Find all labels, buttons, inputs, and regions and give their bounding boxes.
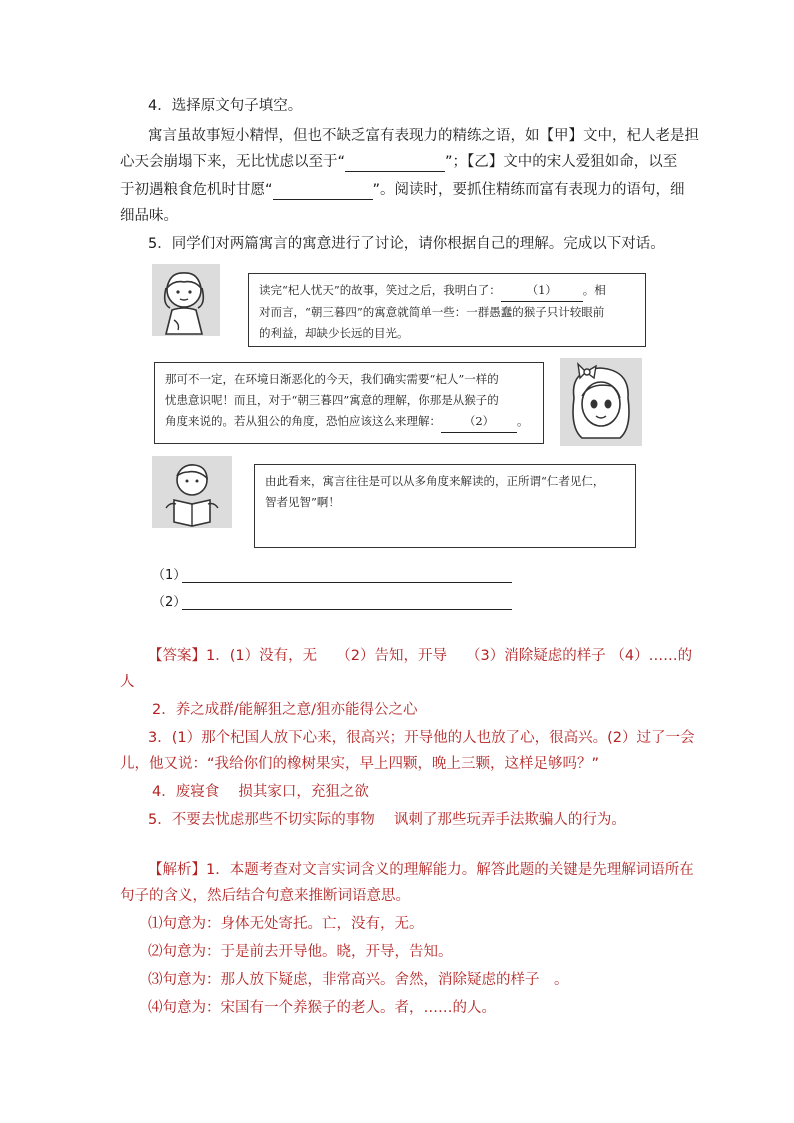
girl-icon	[152, 264, 220, 336]
answer-text: 1．(1）没有，无 （2）告知，开导 （3）消除疑虑的样子 （4）……的	[206, 648, 693, 664]
bubble-2-text	[155, 363, 543, 439]
q4-title: 4．选择原文句子填空。	[148, 98, 303, 114]
bubble-3-line: 由此看来，寓言往往是可以从多角度来解读的，正所谓“仁者见仁，	[265, 474, 605, 488]
bubble-2-line: 忧患意识呢！而且，对于“朝三暮四”寓意的理解，你那是从猴子的	[165, 393, 499, 407]
bubble-1-blank[interactable]: （1）	[501, 280, 583, 302]
q4-para-line1: 寓言虽故事短小精悍，但也不缺乏富有表现力的精练之语，如【甲】文中，杞人老是担	[148, 128, 699, 144]
q4-text: 心天会崩塌下来，无比忧虑以至于“	[120, 154, 346, 170]
q4-para-line2	[120, 152, 677, 172]
bubble-text: 。	[517, 414, 529, 428]
q4-para-line3	[120, 180, 685, 200]
answer-line1b: 人	[120, 674, 135, 690]
answer-line4: 4．废寝食 损其家口，充狙之欲	[152, 784, 369, 800]
answer-input-1[interactable]	[182, 582, 512, 583]
speech-bubble-1	[248, 273, 646, 347]
boy-reading-icon	[152, 456, 232, 528]
analysis-line1	[148, 860, 694, 880]
bubble-2-line: 那可不一定，在环境日渐恶化的今天，我们确实需要“杞人”一样的	[165, 372, 499, 386]
speech-bubble-2	[154, 362, 544, 444]
bubble-text: 角度来说的。若从狙公的角度，恐怕应该这么来理解：	[165, 414, 441, 428]
answer-input-2[interactable]	[182, 609, 512, 610]
bubble-text: 读完“杞人忧天”的故事，笑过之后，我明白了：	[259, 283, 501, 297]
answer-line2: 2．养之成群/能解狙之意/狙亦能得公之心	[152, 702, 418, 718]
q4-blank-2[interactable]	[273, 183, 373, 200]
analysis-item-3: ⑶句意为：那人放下疑虑，非常高兴。舍然，消除疑虑的样子 。	[148, 972, 569, 988]
q4-blank-1[interactable]	[345, 155, 445, 172]
fill-label-2: （2）	[152, 595, 187, 610]
bubble-3-text	[255, 465, 635, 519]
q4-text: ”。阅读时，要抓住精练而富有表现力的语句，细	[372, 182, 685, 198]
bubble-text: 。相	[582, 283, 606, 297]
bubble-1-line	[259, 280, 635, 302]
q4-text: 于初遇粮食危机时甘愿“	[120, 182, 273, 198]
girl-drawing-2	[560, 358, 642, 446]
answer-line5: 5．不要去忧虑那些不切实际的事物 讽刺了那些玩弄手法欺骗人的行为。	[148, 812, 626, 828]
answer-line1	[148, 646, 692, 666]
boy-drawing	[152, 456, 232, 528]
analysis-item-4: ⑷句意为：宋国有一个养猴子的老人。者，……的人。	[148, 1000, 496, 1016]
girl-drawing-1	[152, 264, 220, 336]
answer-line3: 3．(1）那个杞国人放下心来，很高兴；开导他的人也放了心，很高兴。(2）过了一会	[148, 730, 695, 746]
bubble-1-line: 的利益，却缺少长远的目光。	[259, 326, 409, 340]
bubble-1-line: 对而言，“朝三暮四”的寓意就简单一些：一群愚蠢的猴子只计较眼前	[259, 305, 605, 319]
bubble-3-line: 智者见智”啊！	[265, 495, 340, 509]
q4-text: ”；【乙】文中的宋人爱狙如命，以至	[445, 154, 678, 170]
analysis-label: 【解析】	[148, 862, 206, 878]
answer-line3b: 儿，他又说：“我给你们的橡树果实，早上四颗，晚上三颗，这样足够吗？”	[120, 756, 600, 772]
bubble-2-blank[interactable]: （2）	[441, 411, 517, 433]
bubble-2-line	[165, 411, 533, 433]
fill-label-1: （1）	[152, 568, 187, 583]
answer-label: 【答案】	[148, 648, 206, 664]
q4-para-line4: 细品味。	[120, 208, 178, 224]
analysis-item-2: ⑵句意为：于是前去开导他。晓，开导，告知。	[148, 944, 453, 960]
analysis-text: 1．本题考查对文言实词含义的理解能力。解答此题的关键是先理解词语所在	[206, 862, 694, 878]
girl-with-bow-icon	[560, 358, 642, 446]
speech-bubble-3	[254, 464, 636, 548]
bubble-1-text	[249, 274, 645, 350]
analysis-line1b: 句子的含义，然后结合句意来推断词语意思。	[120, 888, 410, 904]
analysis-item-1: ⑴句意为：身体无处寄托。亡，没有，无。	[148, 916, 424, 932]
q5-title: 5．同学们对两篇寓言的寓意进行了讨论，请你根据自己的理解。完成以下对话。	[148, 236, 665, 252]
